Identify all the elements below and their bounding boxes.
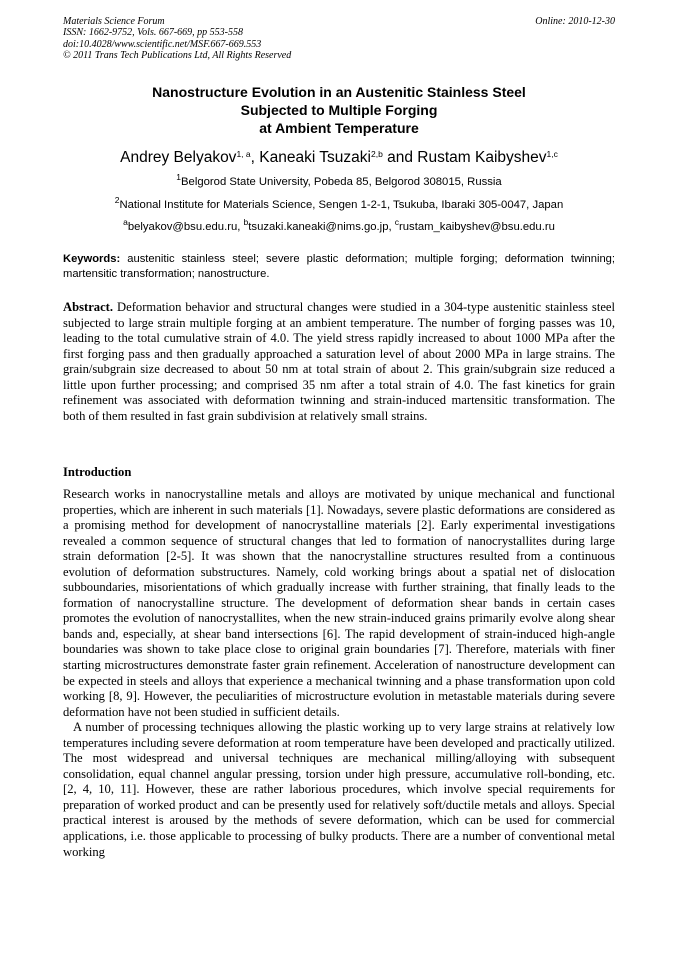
- email-address: tsuzaki.kaneaki@nims.go.jp,: [248, 221, 395, 233]
- affiliation-superscript: 2: [114, 195, 120, 205]
- section-heading-introduction: Introduction: [63, 465, 132, 479]
- keywords-block: [63, 252, 615, 281]
- author-superscript: 1,c: [546, 149, 558, 159]
- paragraph: A number of processing techniques allowing the plastic working up to very large strains at relatively low temperatures including severe deformation at room temperature have been developed and practically utilized. The most widespread and universal techniques are mechanical milling/alloying with subsequent consolidation, equal channel angular pressing, torsion under high pressure, accumulative roll-bonding, etc. [2, 4, 10, 11]. However, these are rather laborious procedures, which involve special requirements for preparation of worked product and can be presently used for relatively soft/ductile metals and alloys. Special practical interest is aroused by the methods of severe deformation, which can be used for commercial applications, i.e. those applicable to processing of bulky products. There are a number of conventional metal working: [63, 720, 615, 859]
- email-superscript: a: [123, 217, 128, 227]
- author-superscript: 2,b: [370, 149, 383, 159]
- affiliation-2: [63, 195, 615, 212]
- keywords-label: Keywords:: [63, 253, 121, 265]
- journal-name: Materials Science Forum: [63, 16, 165, 27]
- abstract-text: Deformation behavior and structural changes were studied in a 304-type austenitic stainless steel subjected to large strain multiple forging at an ambient temperature. The number of forging passes was 10, leading to the total cumulative strain of 4.0. The yield stress rapidly increased to about 1000 MPa after the first forging pass and then gradually approached a saturation level of about 2000 MPa in large strains. The grain/subgrain size decreased to about 50 nm at total strain of about 2. This grain/subgrain size reduced a little upon further processing; and comprised 35 nm after a total strain of 4.0. The fast kinetics for grain refinement was associated with deformation twinning and strain-induced martensitic transformation. The both of them resulted in fast grain subdivision at relatively small strains.: [63, 300, 615, 423]
- journal-copyright: © 2011 Trans Tech Publications Ltd, All Rights Reserved: [63, 49, 292, 61]
- author-superscript: 1, a: [236, 149, 251, 159]
- author-name: Andrey Belyakov: [120, 149, 237, 166]
- journal-issn: ISSN: 1662-9752, Vols. 667-669, pp 553-558: [63, 27, 243, 39]
- keywords-text: austenitic stainless steel; severe plastic deformation; multiple forging; deformation twinning; martensitic transformation; nanostructure.: [63, 253, 615, 280]
- author-separator: ,: [250, 149, 260, 166]
- author-list: [63, 148, 615, 168]
- affiliation-1: [63, 172, 615, 189]
- abstract-block: [63, 300, 615, 424]
- abstract-label: Abstract.: [63, 300, 114, 314]
- journal-header: [63, 16, 615, 61]
- title-line-3: at Ambient Temperature: [259, 120, 419, 136]
- paper-title: [63, 83, 615, 137]
- journal-doi: doi:10.4028/www.scientific.net/MSF.667-669.553: [63, 38, 262, 50]
- author-separator: and: [382, 149, 418, 166]
- email-address: belyakov@bsu.edu.ru,: [127, 221, 244, 233]
- title-line-2: Subjected to Multiple Forging: [240, 102, 438, 118]
- affiliation-superscript: 1: [176, 172, 182, 182]
- author-name: Rustam Kaibyshev: [417, 149, 547, 166]
- paragraph: Research works in nanocrystalline metals and alloys are motivated by unique mechanical and functional properties, which are inherent in such materials [1]. Nowadays, severe plastic deformations are considered as a promising method for development of nanocrystalline materials [2]. Early experimental investigations revealed a common sequence of structural changes that led to formation of nanocrystallites during large strain deformation [2-5]. It was shown that the nanocrystalline structures resulted from a continuous evolution of deformation substructures. Namely, cold working brings about a spatial net of dislocation subboundaries, misorientations of which gradually increase with further straining, that finally leads to the formation of nanocrystalline structure. The development of deformation shear bands in certain cases promotes the evolution of nanocrystallites, when the new strain-induced grains primarily evolve along shear bands and, especially, at shear band intersections [6]. The rapid development of strain-induced high-angle boundaries was shown to take place close to original grain boundaries [7]. Therefore, materials with finer starting microstructures demonstrate faster grain refinement. Acceleration of nanostructure development can be expected in steels and alloys that experience a mechanical twinning and a phase transformation upon cold working [8, 9]. However, the peculiarities of microstructure evolution in metastable materials during severe deformation have not been studied in sufficient details.: [63, 487, 615, 719]
- email-superscript: c: [394, 217, 399, 227]
- email-superscript: b: [243, 217, 249, 227]
- affiliation-text: Belgorod State University, Pobeda 85, Belgorod 308015, Russia: [181, 176, 502, 188]
- affiliation-text: National Institute for Materials Science, Sengen 1-2-1, Tsukuba, Ibaraki 305-0047, Japan: [119, 199, 564, 211]
- online-date: Online: 2010-12-30: [535, 16, 615, 27]
- author-name: Kaneaki Tsuzaki: [259, 149, 371, 166]
- email-address: rustam_kaibyshev@bsu.edu.ru: [399, 221, 555, 233]
- title-line-1: Nanostructure Evolution in an Austenitic Stainless Steel: [152, 84, 526, 100]
- introduction-body: [63, 487, 615, 860]
- author-emails: [63, 217, 615, 234]
